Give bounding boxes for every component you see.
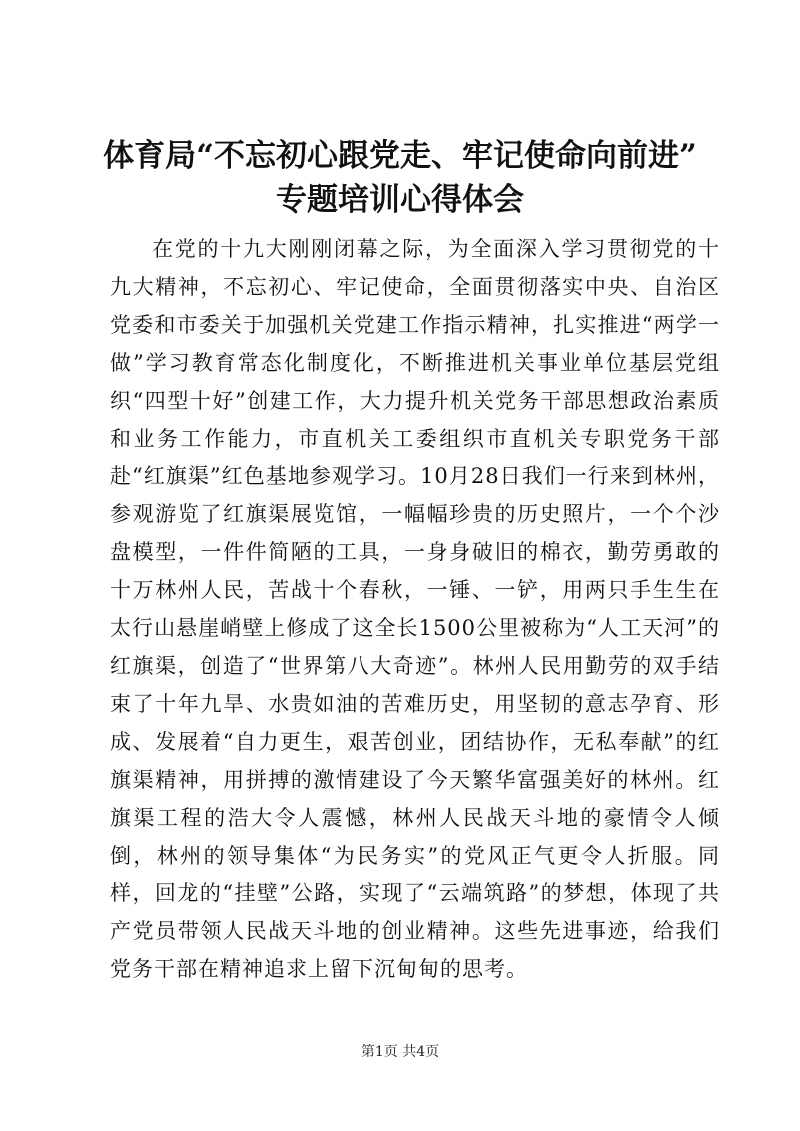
document-title (0, 134, 800, 222)
title-line-1: 体育局“不忘初心跟党走、牢记使命向前进” (103, 138, 697, 174)
title-line-2: 专题培训心得体会 (276, 182, 524, 218)
page-footer: 第1页 共4页 (360, 1044, 440, 1060)
body-paragraph: 在党的十九大刚刚闭幕之际，为全面深入学习贯彻党的十九大精神，不忘初心、牢记使命，全面贯彻落实中央、自治区党委和市委关于加强机关党建工作指示精神，扎实推进“两学一做”学习教育常态化制度化，不断推进机关事业单位基层党组织“四型十好”创建工作，大力提升机关党务干部思想政治素质和业务工作能力，市直机关工委组织市直机关专职党务干部赴“红旗渠”红色基地参观学习。10月28日我们一行来到林州，参观游览了红旗渠展览馆，一幅幅珍贵的历史照片，一个个沙盘模型，一件件简陋的工具，一身身破旧的棉衣，勤劳勇敢的十万林州人民，苦战十个春秋，一锤、一铲，用两只手生生在太行山悬崖峭壁上修成了这全长1500公里被称为“人工天河”的红旗渠，创造了“世界第八大奇迹”。林州人民用勤劳的双手结束了十年九旱、水贵如油的苦难历史，用坚韧的意志孕育、形成、发展着“自力更生，艰苦创业，团结协作，无私奉献”的红旗渠精神，用拼搏的激情建设了今天繁华富强美好的林州。红旗渠工程的浩大令人震憾，林州人民战天斗地的豪情令人倾倒，林州的领导集体“为民务实”的党风正气更令人折服。同样，回龙的“挂壁”公路，实现了“云端筑路”的梦想，体现了共产党员带领人民战天斗地的创业精神。这些先进事迹，给我们党务干部在精神追求上留下沉甸甸的思考。 (110, 237, 720, 982)
